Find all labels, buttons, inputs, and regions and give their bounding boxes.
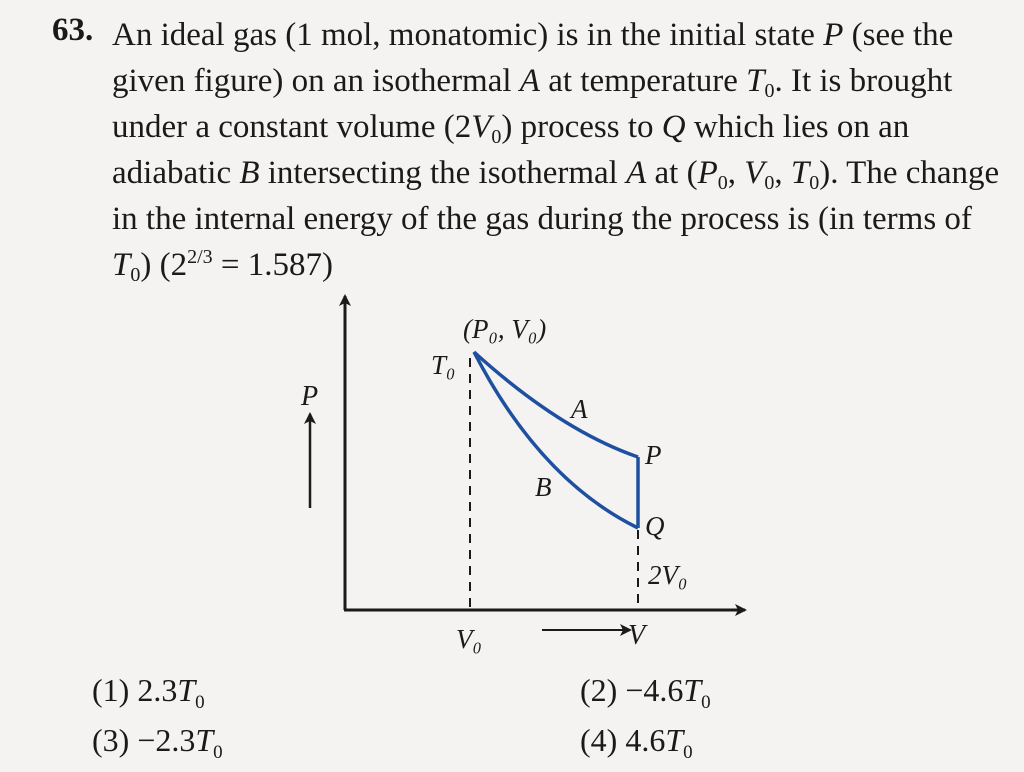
option-2-var: T <box>683 672 702 708</box>
option-3[interactable] <box>92 722 223 763</box>
p-axis-label: P <box>301 381 319 412</box>
question-number: 63. <box>52 12 94 48</box>
initial-point-label: (P₀, V₀) <box>463 314 547 344</box>
question-text: An ideal gas (1 mol, monatomic) is in the initial state P (see the given figure) on an isothermal A at temperature $T_0$. It is brought under a constant volume $(2V_0)$ process to Q which lies on an adiabatic B intersecting the isothermal A at ($P_0$, $V_0$, $T_0$). The change in the internal energy of the gas during the process is (in terms of $T_0$) $(2^{2/3} = 1.587)$ <box>112 17 1000 286</box>
curve-b-label: B <box>535 472 552 502</box>
option-4-number: (4) <box>580 722 618 758</box>
option-1-value: 2.3 <box>137 672 178 708</box>
point-p-label: P <box>645 440 662 470</box>
option-4-sub: 0 <box>683 742 693 763</box>
option-2-number: (2) <box>580 672 618 708</box>
option-3-var: T <box>195 722 214 758</box>
curve-a-label: A <box>571 394 588 424</box>
option-3-sub: 0 <box>213 742 223 763</box>
adiabatic-curve-b <box>474 352 638 528</box>
option-1[interactable] <box>92 672 205 713</box>
option-4[interactable] <box>580 722 693 763</box>
option-4-value: 4.6 <box>625 722 666 758</box>
v0-label: V₀ <box>456 624 482 654</box>
option-1-sub: 0 <box>195 692 205 713</box>
option-2-value: −4.6 <box>625 672 684 708</box>
option-4-var: T <box>665 722 684 758</box>
option-1-number: (1) <box>92 672 130 708</box>
t0-label: T₀ <box>431 350 456 380</box>
v-axis-label: V <box>628 620 646 651</box>
option-2[interactable] <box>580 672 711 713</box>
option-1-var: T <box>177 672 196 708</box>
option-3-value: −2.3 <box>137 722 196 758</box>
option-3-number: (3) <box>92 722 130 758</box>
2v0-label: 2V₀ <box>648 560 688 590</box>
point-q-label: Q <box>645 511 665 541</box>
isothermal-curve-a <box>474 352 638 457</box>
option-2-sub: 0 <box>701 692 711 713</box>
